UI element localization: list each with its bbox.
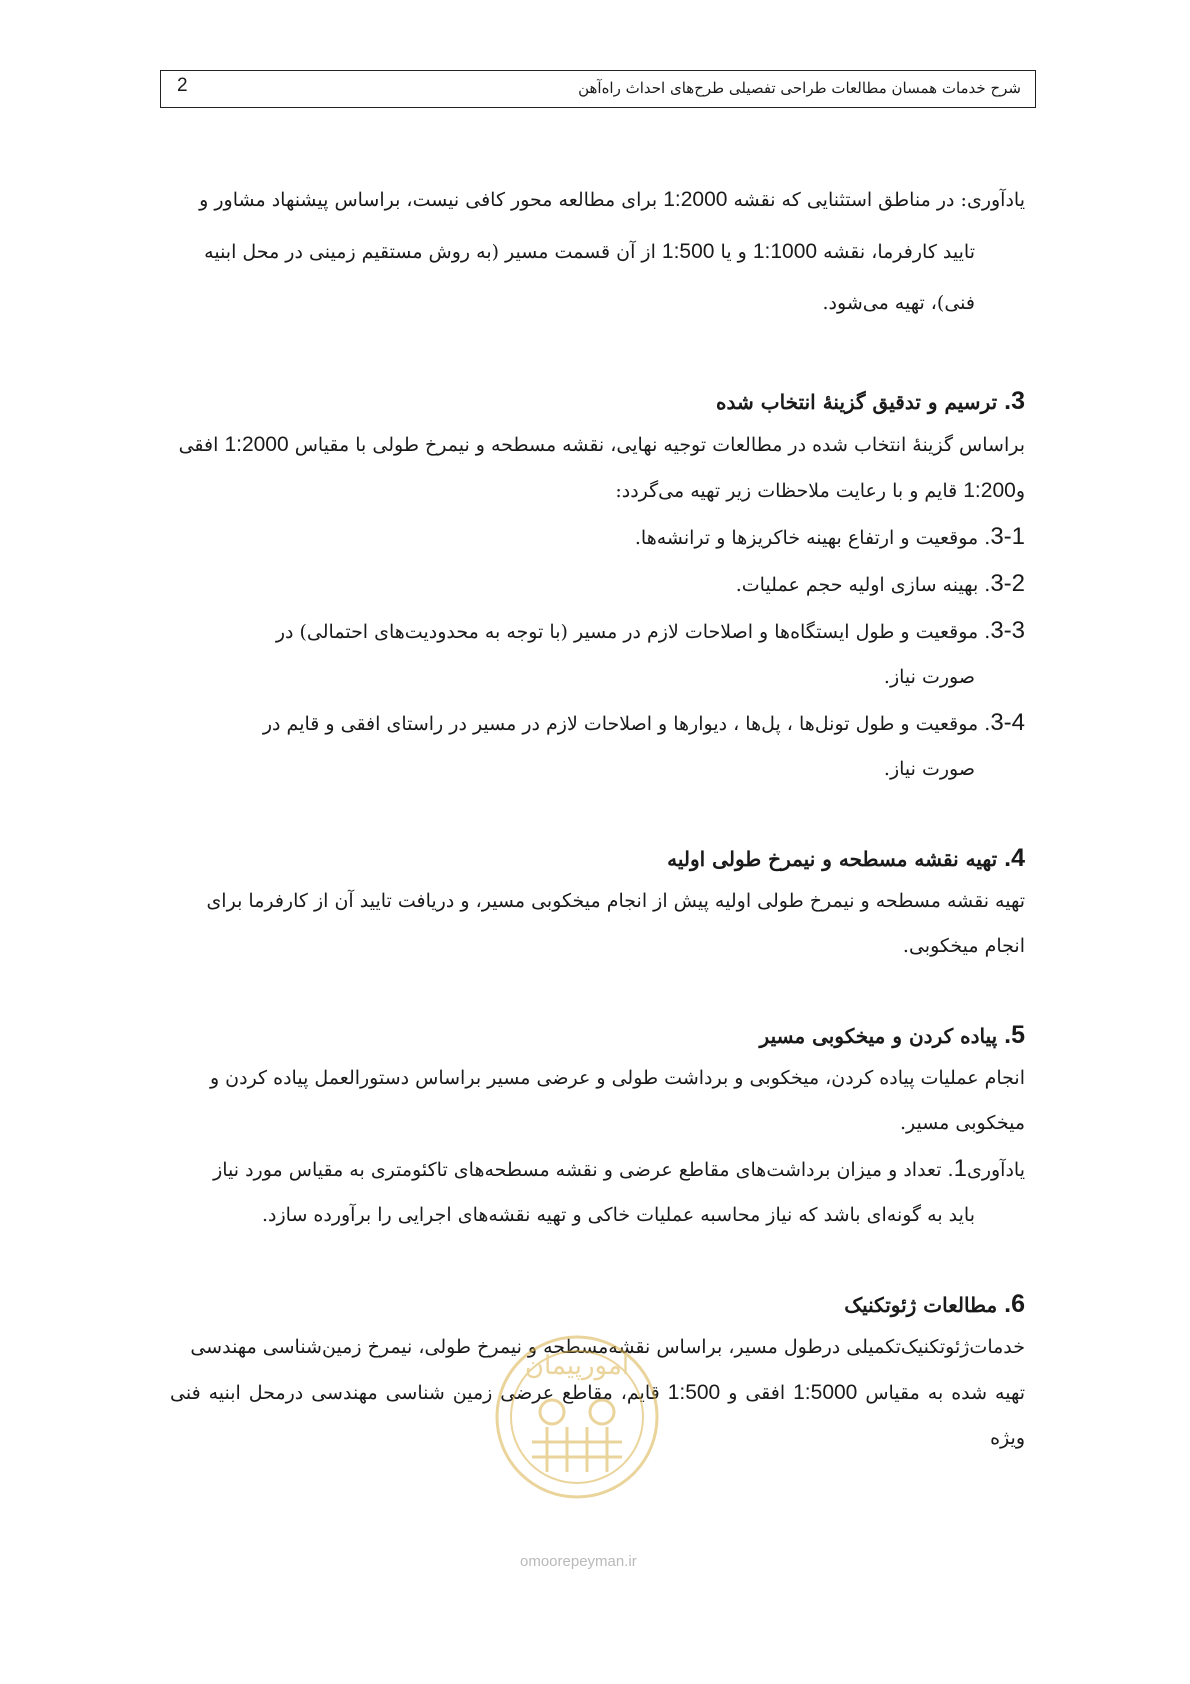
section-5-heading: 5. پیاده کردن و میخکوبی مسیر bbox=[759, 1021, 1025, 1049]
list-item: 3-2. بهینه سازی اولیه حجم عملیات. bbox=[735, 570, 1025, 597]
section-4-heading: 4. تهیه نقشه مسطحه و نیمرخ طولی اولیه bbox=[667, 844, 1025, 872]
section-5-note: یادآوری1. تعداد و میزان برداشت‌های مقاطع عرضی و نقشه مسطحه‌های تاکئومتری به مقیاس مورد نیاز باید به گونه‌ای باشد که نیاز محاسبه عملیات خاکی و تهیه نقشه‌های اجرایی را برآورده سازد. bbox=[213, 1155, 1025, 1226]
header-title: شرح خدمات همسان مطالعات طراحی تفصیلی طرح‌های احداث راه‌آهن bbox=[578, 79, 1021, 97]
section-4-body: تهیه نقشه مسطحه و نیمرخ طولی اولیه پیش از انجام میخکوبی مسیر، و دریافت تایید آن از کارفرما برای انجام میخکوبی. bbox=[206, 890, 1025, 957]
list-item: 3-1. موقعیت و ارتفاع بهینه خاکریزها و ترانشه‌ها. bbox=[634, 523, 1025, 550]
section-3 bbox=[170, 381, 1025, 792]
page-header bbox=[160, 70, 1036, 108]
page-number: 2 bbox=[177, 75, 188, 96]
section-3-heading: 3. ترسیم و تدقیق گزینۀ انتخاب شده bbox=[716, 387, 1025, 415]
section-5 bbox=[170, 1015, 1025, 1238]
section-6-heading: 6. مطالعات ژئوتکنیک bbox=[844, 1290, 1025, 1318]
document-body bbox=[170, 174, 1025, 1461]
note-top: یادآوری: در مناطق استثنایی که نقشه 1:2000 برای مطالعه محور کافی نیست، براساس پیشنهاد مشاور و تایید کارفرما، نقشه 1:1000 و یا 1:500 از آن قسمت مسیر (به روش مستقیم زمینی در محل ابنیه فنی)، تهیه می‌شود. bbox=[199, 188, 1025, 314]
watermark-stamp-icon bbox=[492, 1332, 662, 1502]
section-5-body: انجام عملیات پیاده کردن، میخکوبی و برداشت طولی و عرضی مسیر براساس دستورالعمل پیاده کردن و میخکوبی مسیر. bbox=[209, 1067, 1025, 1134]
watermark-url: omoorepeyman.ir bbox=[520, 1553, 637, 1570]
section-3-body: براساس گزینۀ انتخاب شده در مطالعات توجیه نهایی، نقشه مسطحه و نیمرخ طولی با مقیاس 1:2000 افقی و1:200 قایم و با رعایت ملاحظات زیر تهیه می‌گردد: bbox=[178, 433, 1025, 502]
list-item: 3-4. موقعیت و طول تونل‌ها ، پل‌ها ، دیوارها و اصلاحات لازم در مسیر در راستای افقی و قایم در صورت نیاز. bbox=[262, 709, 1025, 780]
section-4 bbox=[170, 838, 1025, 969]
stamp-text: امورپیمان bbox=[524, 1351, 630, 1381]
list-item: 3-3. موقعیت و طول ایستگاه‌ها و اصلاحات لازم در مسیر (با توجه به محدودیت‌های احتمالی) در صورت نیاز. bbox=[275, 617, 1025, 688]
section-6-body: خدمات‌ژئوتکنیک‌تکمیلی درطول مسیر، براساس نقشه‌مسطحه و نیمرخ طولی، نیمرخ زمین‌شناسی مهندسی تهیه شده به مقیاس 1:5000 افقی و 1:500 قایم، مقاطع عرضی زمین شناسی مهندسی درمحل ابنیه فنی ویژه bbox=[170, 1336, 1025, 1449]
